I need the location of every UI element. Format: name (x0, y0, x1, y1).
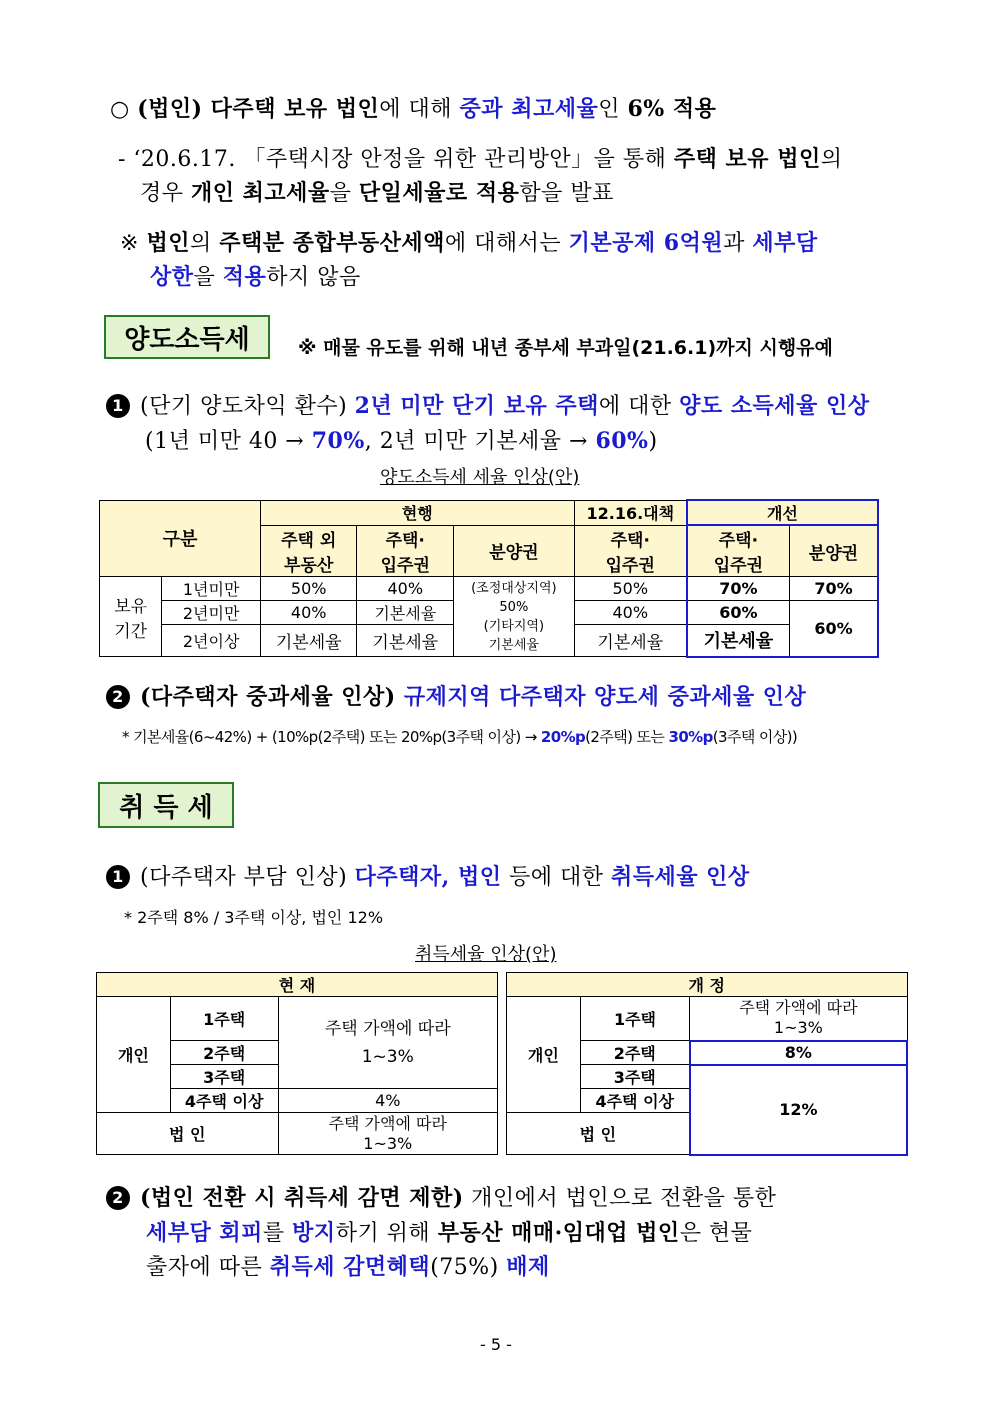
s1-line3: 경우 개인 최고세율을 단일세율로 적용함을 발표 (140, 180, 614, 206)
cgt-table-caption: 양도소득세 세율 인상(안) (380, 467, 580, 488)
s2-item1: 1 (단기 양도차익 환수) 2년 미만 단기 보유 주택에 대한 양도 소득세율 인상 (106, 389, 869, 420)
s1-line1: ○ (법인) 다주택 보유 법인에 대해 중과 최고세율인 6% 적용 (110, 96, 717, 122)
s1-line5: 상한을 적용하지 않음 (150, 264, 361, 290)
s3-item2: 2 (법인 전환 시 취득세 감면 제한) 개인에서 법인으로 전환을 통한 (106, 1181, 776, 1212)
cgt-table: 구분 현행 12.16.대책 개선 주택 외 부동산 주택· 입주권 분양권 주택· 입주권 주택· 입주권 분양권 보유 기간 1년미만 50% 40% (조정대상지역) 50% (기타지역) 기본세율 50% 70% 70% 2년미만 40% 기본세율 40% 60% 60% 2년이상 기본세율 기본세율 기본세율 기본세율 (99, 499, 879, 658)
col-improve: 개선 (687, 500, 878, 525)
number-two-icon: 2 (106, 685, 130, 709)
s1-line4: ※ 법인의 주택분 종합부동산세액에 대해서는 기본공제 6억원과 세부담 (120, 230, 818, 256)
col-1216: 12.16.대책 (574, 500, 687, 525)
col-current: 현행 (260, 500, 574, 525)
s3-item2-line3: 출자에 따른 취득세 감면혜택(75%) 배제 (146, 1254, 550, 1280)
s3-item1: 1 (다주택자 부담 인상) 다주택자, 법인 등에 대한 취득세율 인상 (106, 860, 750, 891)
number-one-icon: 1 (106, 865, 130, 889)
acq-table-revised: 개 정 개인 1주택 주택 가액에 따라 1~3% 2주택 8% 3주택 12% 4주택 이상 법 인 (506, 972, 908, 1156)
number-two-icon: 2 (106, 1186, 130, 1210)
acquisition-tax-title: 취 득 세 (98, 782, 234, 828)
s2-item1-detail: (1년 미만 40 → 70%, 2년 미만 기본세율 → 60%) (145, 428, 658, 454)
number-one-icon: 1 (106, 394, 130, 418)
presale-cell: (조정대상지역) 50% (기타지역) 기본세율 (454, 577, 575, 657)
s3-item1-note: * 2주택 8% / 3주택 이상, 법인 12% (124, 908, 384, 927)
acq-table-current: 현 재 개인 1주택 주택 가액에 따라 1~3% 2주택 3주택 4주택 이상 4% 법 인 주택 가액에 따라 1~3% (96, 972, 498, 1155)
circle-bullet: ○ (110, 97, 138, 122)
page-number: - 5 - (480, 1335, 512, 1354)
s1-line2: - ‘20.6.17. 「주택시장 안정을 위한 관리방안」을 통해 주택 보유 법인의 (118, 146, 843, 172)
s3-item2-line2: 세부담 회피를 방지하기 위해 부동산 매매·임대업 법인은 현물 (146, 1220, 753, 1246)
s2-item2: 2 (다주택자 중과세율 인상) 규제지역 다주택자 양도세 중과세율 인상 (106, 680, 806, 711)
s2-note: ※ 매물 유도를 위해 내년 종부세 부과일(21.6.1)까지 시행유예 (298, 337, 833, 359)
capital-gains-tax-title: 양도소득세 (104, 315, 270, 359)
row-period: 보유 기간 (100, 577, 162, 657)
col-gubun: 구분 (100, 500, 261, 577)
acq-table-caption: 취득세율 인상(안) (415, 944, 557, 965)
s2-item2-note: * 기본세율(6~42%) + (10%p(2주택) 또는 20%p(3주택 이상) → 20%p(2주택) 또는 30%p(3주택 이상)) (122, 728, 798, 746)
